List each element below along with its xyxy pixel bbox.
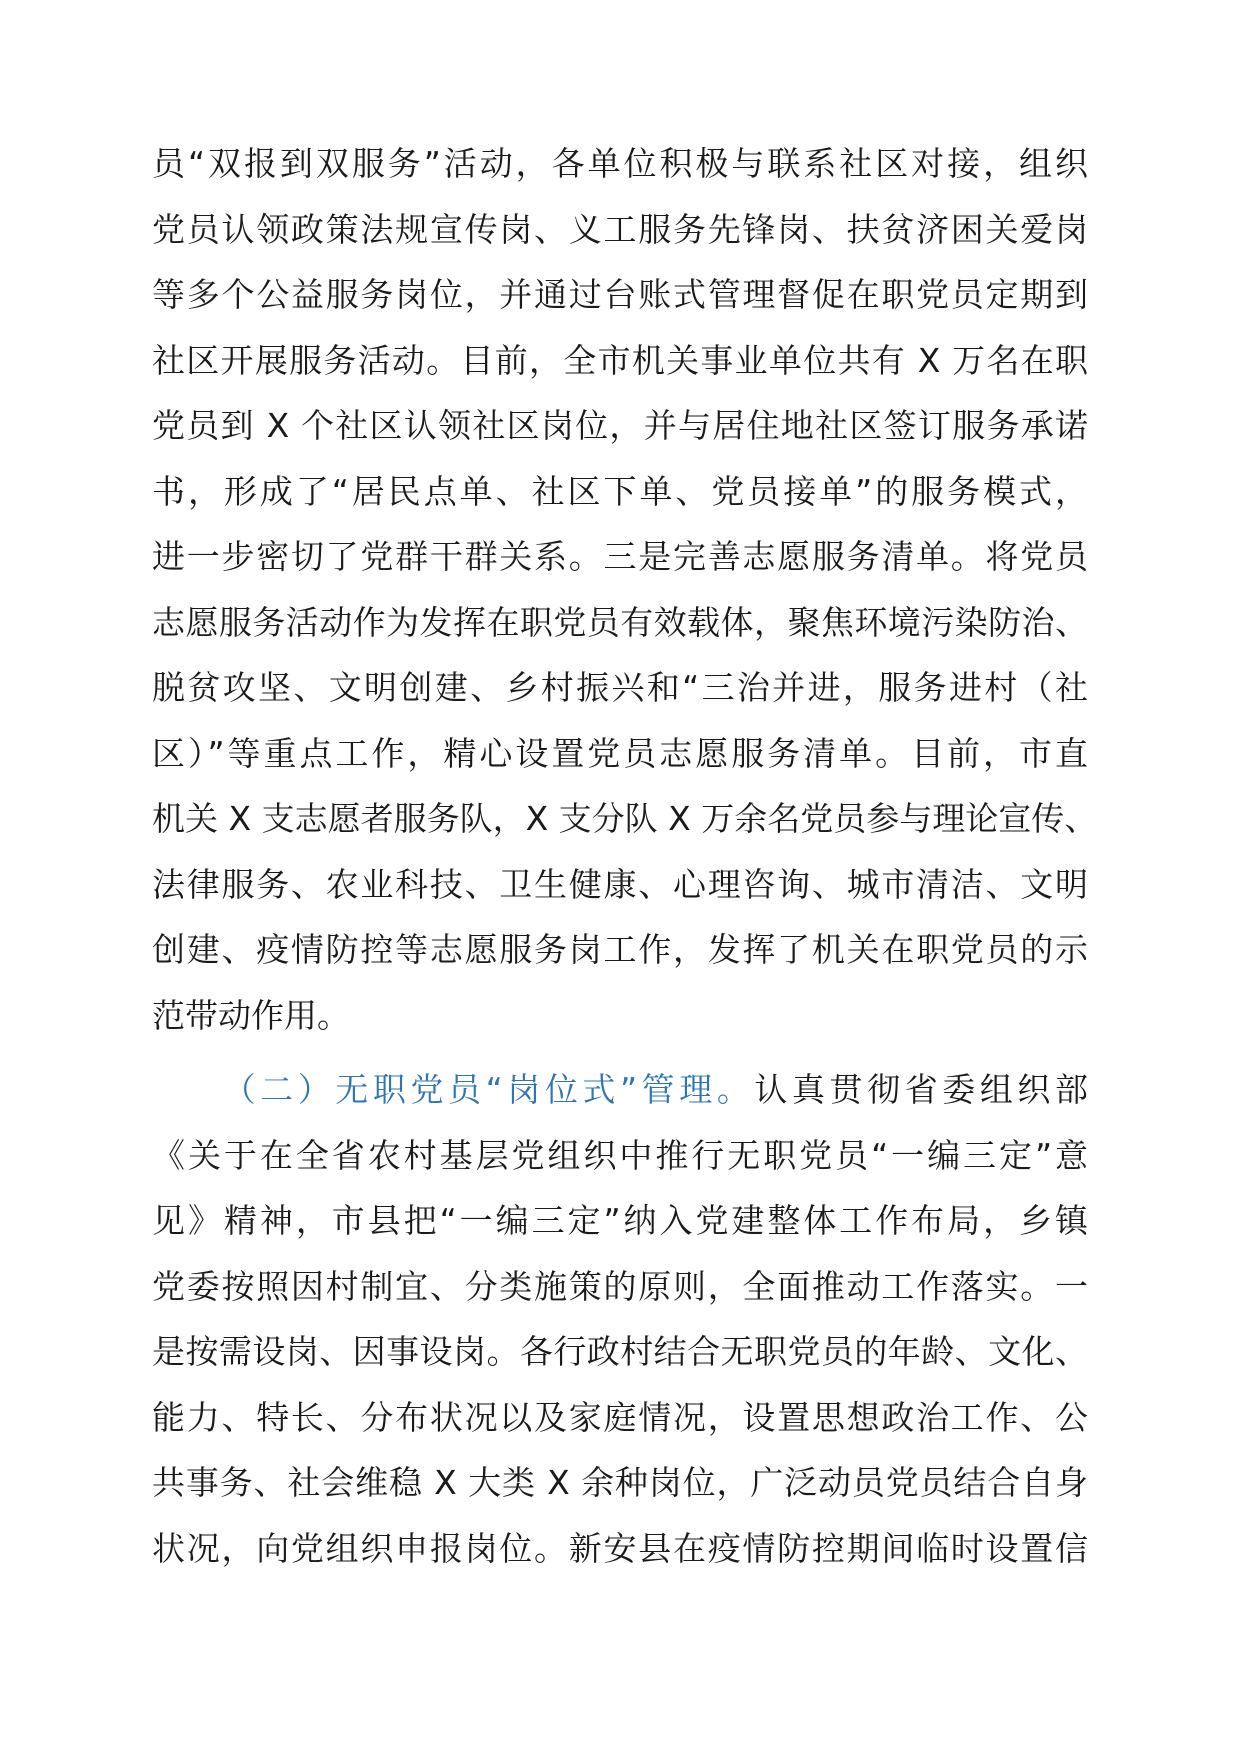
paragraph-line: 进一步密切了党群干群关系。三是完善志愿服务清单。将党员 [152, 537, 1088, 576]
paragraph-line: 等多个公益服务岗位，并通过台账式管理督促在职党员定期到 [152, 275, 1088, 314]
paragraph-line: 脱贫攻坚、文明创建、乡村振兴和“三治并进，服务进村（社 [152, 668, 1088, 707]
paragraph-line: 员“双报到双服务”活动，各单位积极与联系社区对接，组织 [152, 144, 1088, 183]
paragraph-line: 书，形成了“居民点单、社区下单、党员接单”的服务模式， [152, 471, 1088, 511]
paragraph-line: 区）”等重点工作，精心设置党员志愿服务清单。目前，市直 [152, 733, 1088, 773]
paragraph-line: 志愿服务活动作为发挥在职党员有效载体，聚焦环境污染防治、 [152, 602, 1088, 642]
paragraph-2 [152, 1057, 1088, 1581]
heading-continuation: 认真贯彻省委组织部 [754, 1070, 1088, 1109]
section-heading: （二）无职党员“岗位式”管理。 [218, 1070, 755, 1109]
paragraph-line: 范带动作用。 [152, 995, 350, 1035]
paragraph-line: 机关 X 支志愿者服务队，X 支分队 X 万余名党员参与理论宣传、 [152, 799, 1098, 838]
paragraph-line: 法律服务、农业科技、卫生健康、心理咨询、城市清洁、文明 [152, 864, 1088, 904]
paragraph-line: 创建、疫情防控等志愿服务岗工作，发挥了机关在职党员的示 [152, 930, 1088, 969]
paragraph-line: 党员认领政策法规宣传岗、义工服务先锋岗、扶贫济困关爱岗 [152, 209, 1088, 249]
paragraph-line: 《关于在全省农村基层党组织中推行无职党员“一编三定”意 [152, 1135, 1088, 1175]
paragraph-line: 党委按照因村制宜、分类施策的原则，全面推动工作落实。一 [152, 1266, 1088, 1306]
paragraph-1 [152, 131, 1098, 1048]
paragraph-line: 见》精神，市县把“一编三定”纳入党建整体工作布局，乡镇 [152, 1201, 1088, 1240]
paragraph-line: 党员到 X 个社区认领社区岗位，并与居住地社区签订服务承诺 [152, 406, 1088, 445]
paragraph-line: 共事务、社会维稳 X 大类 X 余种岗位，广泛动员党员结合自身 [152, 1463, 1088, 1502]
paragraph-first-line [152, 1057, 1088, 1123]
paragraph-line: 社区开展服务活动。目前，全市机关事业单位共有 X 万名在职 [152, 340, 1088, 380]
paragraph-line: 状况，向党组织申报岗位。新安县在疫情防控期间临时设置信 [152, 1528, 1088, 1568]
paragraph-line: 能力、特长、分布状况以及家庭情况，设置思想政治工作、公 [152, 1397, 1088, 1437]
paragraph-line: 是按需设岗、因事设岗。各行政村结合无职党员的年龄、文化、 [152, 1332, 1088, 1371]
